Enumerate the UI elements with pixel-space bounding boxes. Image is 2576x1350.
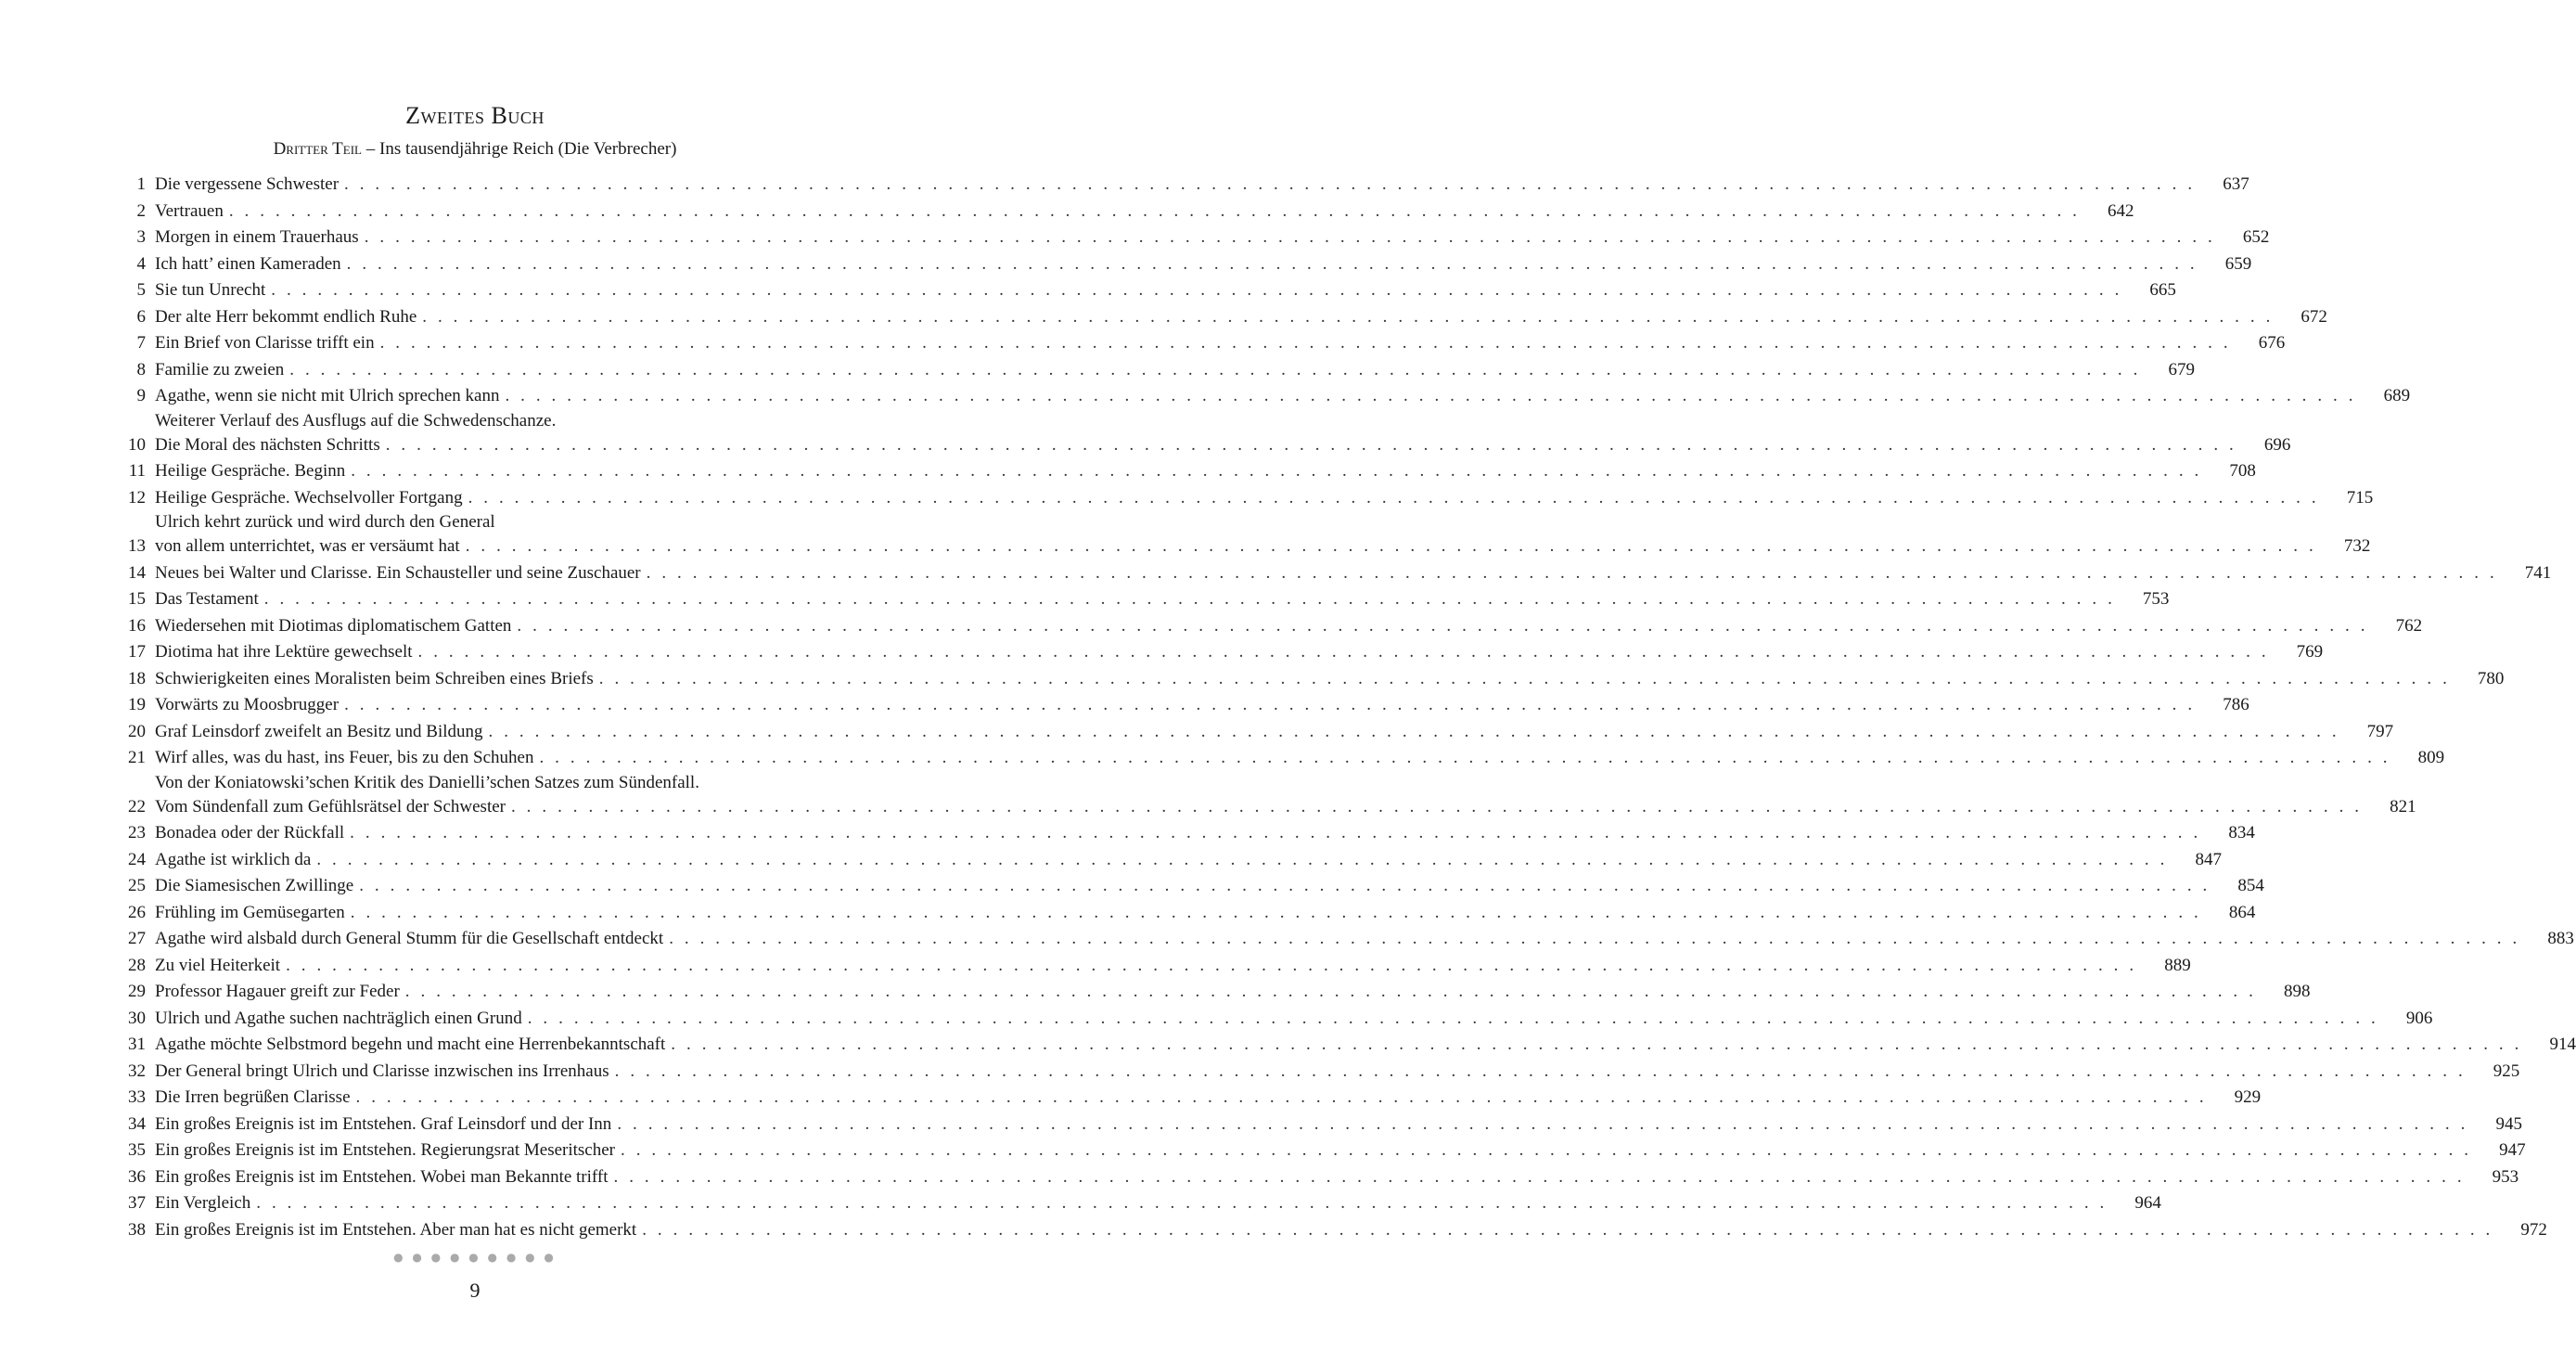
chapter-title: Ein großes Ereignis ist im Entstehen. Wobei man Bekannte trifft [155, 1166, 609, 1187]
chapter-number: 9 [136, 386, 146, 405]
chapter-title: Morgen in einem Trauerhaus [155, 227, 359, 247]
chapter-page: 753 [2142, 589, 2170, 609]
leader-dots: . . . . . . . . . . . . . . . . . . . . . . . . . . . . . . . . . . . . . . . . . . . . . . . . . . . . . . . . . . . . . . . . . . . . . . . . . . . . . . . . . . . . . . . . . . . . . . . . . . . . . . . . . . . . . . . . . . . . . . . . [228, 200, 2081, 221]
toc-entry [113, 560, 2552, 587]
chapter-page: 786 [2223, 695, 2249, 714]
toc-entry [113, 1190, 2161, 1217]
leader-dots: . . . . . . . . . . . . . . . . . . . . . . . . . . . . . . . . . . . . . . . . . . . . . . . . . . . . . . . . . . . . . . . . . . . . . . . . . . . . . . . . . . . . . . . . . . . . . . . . . . . . . . . . . . . . . . . . . . . . . . . . [271, 280, 2122, 300]
chapter-page: 762 [2395, 615, 2423, 636]
chapter-title: Ein Vergleich [155, 1193, 251, 1213]
chapter-number: 6 [136, 306, 146, 327]
toc-entry [113, 1085, 2262, 1112]
chapter-number: 12 [128, 487, 146, 508]
chapter-number: 28 [128, 955, 146, 975]
toc-entry [113, 745, 2445, 772]
chapter-page: 672 [2300, 306, 2327, 327]
toc-entry [113, 277, 2176, 304]
book-title: Zweites Buch [405, 102, 545, 129]
chapter-page: 676 [2258, 333, 2286, 353]
chapter-title: Die Irren begrüßen Clarisse [155, 1087, 351, 1107]
chapter-title: Graf Leinsdorf zweifelt an Besitz und Bildung [155, 721, 483, 741]
chapter-number: 37 [128, 1193, 146, 1213]
leader-dots: . . . . . . . . . . . . . . . . . . . . . . . . . . . . . . . . . . . . . . . . . . . . . . . . . . . . . . . . . . . . . . . . . . . . . . . . . . . . . . . . . . . . . . . . . . . . . . . . . . . . . . . . . . . . . . . . . . . . . . . . [359, 876, 2211, 895]
chapter-title: Agathe, wenn sie nicht mit Ulrich sprechen kann [155, 386, 500, 405]
chapter-number: 14 [128, 562, 146, 583]
chapter-title: Der General bringt Ulrich und Clarisse inzwischen ins Irrenhaus [155, 1061, 609, 1081]
leader-dots: . . . . . . . . . . . . . . . . . . . . . . . . . . . . . . . . . . . . . . . . . . . . . . . . . . . . . . . . . . . . . . . . . . . . . . . . . . . . . . . . . . . . . . . . . . . . . . . . . . . . . . . . . . . . . . . . . . . . . . . . [646, 562, 2498, 583]
leader-dots: . . . . . . . . . . . . . . . . . . . . . . . . . . . . . . . . . . . . . . . . . . . . . . . . . . . . . . . . . . . . . . . . . . . . . . . . . . . . . . . . . . . . . . . . . . . . . . . . . . . . . . . . . . . . . . . . . . . . . . . . [355, 1087, 2208, 1107]
chapter-number: 32 [128, 1061, 146, 1081]
toc-entry [113, 1217, 2547, 1244]
chapter-number: 4 [136, 253, 146, 274]
chapter-title: Von der Koniatowski’schen Kritik des Danielli’schen Satzes zum Sündenfall. [155, 772, 699, 792]
chapter-page: 741 [2524, 562, 2552, 583]
leader-dots: . . . . . . . . . . . . . . . . . . . . . . . . . . . . . . . . . . . . . . . . . . . . . . . . . . . . . . . . . . . . . . . . . . . . . . . . . . . . . . . . . . . . . . . . . . . . . . . . . . . . . . . . . . . . . . . . . . . . . . . . [422, 306, 2274, 327]
chapter-title: Professor Hagauer greift zur Feder [155, 982, 400, 1001]
toc-entry [113, 772, 2416, 821]
chapter-title: Schwierigkeiten eines Moralisten beim Schreiben eines Briefs [155, 668, 594, 688]
toc-entry [113, 613, 2423, 640]
chapter-page: 642 [2108, 200, 2134, 221]
chapter-page: 906 [2405, 1008, 2433, 1028]
chapter-title: Sie tun Unrecht [155, 280, 266, 300]
toc-entry [113, 847, 2222, 874]
chapter-page: 689 [2383, 386, 2411, 405]
leader-dots: . . . . . . . . . . . . . . . . . . . . . . . . . . . . . . . . . . . . . . . . . . . . . . . . . . . . . . . . . . . . . . . . . . . . . . . . . . . . . . . . . . . . . . . . . . . . . . . . . . . . . . . . . . . . . . . . . . . . . . . . [468, 487, 2320, 508]
chapter-title: Ich hatt’ einen Kameraden [155, 253, 341, 274]
chapter-page: 665 [2149, 280, 2176, 300]
leader-dots: . . . . . . . . . . . . . . . . . . . . . . . . . . . . . . . . . . . . . . . . . . . . . . . . . . . . . . . . . . . . . . . . . . . . . . . . . . . . . . . . . . . . . . . . . . . . . . . . . . . . . . . . . . . . . . . . . . . . . . . . [598, 668, 2451, 688]
leader-dots: . . . . . . . . . . . . . . . . . . . . . . . . . . . . . . . . . . . . . . . . . . . . . . . . . . . . . . . . . . . . . . . . . . . . . . . . . . . . . . . . . . . . . . . . . . . . . . . . . . . . . . . . . . . . . . . . . . . . . . . . [350, 902, 2202, 922]
leader-dots: . . . . . . . . . . . . . . . . . . . . . . . . . . . . . . . . . . . . . . . . . . . . . . . . . . . . . . . . . . . . . . . . . . . . . . . . . . . . . . . . . . . . . . . . . . . . . . . . . . . . . . . . . . . . . . . . . . . . . . . . [527, 1008, 2379, 1028]
toc-entry [113, 953, 2191, 980]
leader-dots: . . . . . . . . . . . . . . . . . . . . . . . . . . . . . . . . . . . . . . . . . . . . . . . . . . . . . . . . . . . . . . . . . . . . . . . . . . . . . . . . . . . . . . . . . . . . . . . . . . . . . . . . . . . . . . . . . . . . . . . . [505, 386, 2357, 405]
toc-entry [113, 225, 2270, 251]
chapter-number: 26 [128, 902, 146, 922]
leader-dots: . . . . . . . . . . . . . . . . . . . . . . . . . . . . . . . . . . . . . . . . . . . . . . . . . . . . . . . . . . . . . . . . . . . . . . . . . . . . . . . . . . . . . . . . . . . . . . . . . . . . . . . . . . . . . . . . . . . . . . . . [385, 434, 2237, 455]
leader-dots: . . . . . . . . . . . . . . . . . . . . . . . . . . . . . . . . . . . . . . . . . . . . . . . . . . . . . . . . . . . . . . . . . . . . . . . . . . . . . . . . . . . . . . . . . . . . . . . . . . . . . . . . . . . . . . . . . . . . . . . . [669, 929, 2520, 948]
leader-dots: . . . . . . . . . . . . . . . . . . . . . . . . . . . . . . . . . . . . . . . . . . . . . . . . . . . . . . . . . . . . . . . . . . . . . . . . . . . . . . . . . . . . . . . . . . . . . . . . . . . . . . . . . . . . . . . . . . . . . . . . [510, 796, 2363, 816]
leader-dots: . . . . . . . . . . . . . . . . . . . . . . . . . . . . . . . . . . . . . . . . . . . . . . . . . . . . . . . . . . . . . . . . . . . . . . . . . . . . . . . . . . . . . . . . . . . . . . . . . . . . . . . . . . . . . . . . . . . . . . . . [263, 589, 2116, 609]
chapter-page: 889 [2164, 955, 2191, 975]
chapter-number: 16 [128, 615, 146, 636]
chapter-title: Wirf alles, was du hast, ins Feuer, bis zu den Schuhen [155, 748, 534, 767]
toc-entry [113, 820, 2255, 847]
leader-dots: . . . . . . . . . . . . . . . . . . . . . . . . . . . . . . . . . . . . . . . . . . . . . . . . . . . . . . . . . . . . . . . . . . . . . . . . . . . . . . . . . . . . . . . . . . . . . . . . . . . . . . . . . . . . . . . . . . . . . . . . [344, 695, 2196, 714]
chapter-number: 29 [128, 982, 146, 1001]
page-number: 9 [469, 1279, 481, 1302]
leader-dots: . . . . . . . . . . . . . . . . . . . . . . . . . . . . . . . . . . . . . . . . . . . . . . . . . . . . . . . . . . . . . . . . . . . . . . . . . . . . . . . . . . . . . . . . . . . . . . . . . . . . . . . . . . . . . . . . . . . . . . . . [613, 1166, 2466, 1187]
leader-dots: . . . . . . . . . . . . . . . . . . . . . . . . . . . . . . . . . . . . . . . . . . . . . . . . . . . . . . . . . . . . . . . . . . . . . . . . . . . . . . . . . . . . . . . . . . . . . . . . . . . . . . . . . . . . . . . . . . . . . . . . [286, 955, 2137, 975]
toc-entry [113, 666, 2505, 693]
toc-entry [113, 873, 2264, 900]
chapter-number: 5 [136, 280, 146, 300]
chapter-title: Agathe ist wirklich da [155, 849, 312, 869]
part-title [0, 139, 950, 160]
toc-entry [113, 1032, 2576, 1059]
chapter-page: 864 [2228, 902, 2256, 922]
chapter-number: 25 [128, 876, 146, 895]
leader-dots: . . . . . . . . . . . . . . . . . . . . . . . . . . . . . . . . . . . . . . . . . . . . . . . . . . . . . . . . . . . . . . . . . . . . . . . . . . . . . . . . . . . . . . . . . . . . . . . . . . . . . . . . . . . . . . . . . . . . . . . . [379, 333, 2232, 353]
chapter-number: 30 [128, 1008, 146, 1028]
chapter-page: 652 [2242, 227, 2270, 247]
chapter-page: 659 [2224, 253, 2252, 274]
chapter-number: 38 [128, 1219, 146, 1240]
chapter-page: 964 [2134, 1193, 2161, 1213]
chapter-title: Heilige Gespräche. Beginn [155, 461, 346, 481]
chapter-page: 821 [2390, 796, 2416, 816]
leader-dots: . . . . . . . . . . . . . . . . . . . . . . . . . . . . . . . . . . . . . . . . . . . . . . . . . . . . . . . . . . . . . . . . . . . . . . . . . . . . . . . . . . . . . . . . . . . . . . . . . . . . . . . . . . . . . . . . . . . . . . . . [344, 174, 2196, 194]
toc-entry [113, 458, 2256, 485]
chapter-title: Vertrauen [155, 200, 224, 221]
toc-entry [113, 410, 2291, 459]
chapter-page: 854 [2237, 876, 2264, 895]
chapter-page: 809 [2417, 748, 2445, 767]
chapter-page: 914 [2549, 1035, 2576, 1054]
chapter-number: 7 [136, 333, 146, 353]
chapter-title: Bonadea oder der Rückfall [155, 823, 345, 842]
leader-dots: . . . . . . . . . . . . . . . . . . . . . . . . . . . . . . . . . . . . . . . . . . . . . . . . . . . . . . . . . . . . . . . . . . . . . . . . . . . . . . . . . . . . . . . . . . . . . . . . . . . . . . . . . . . . . . . . . . . . . . . . [642, 1219, 2493, 1240]
chapter-page: 637 [2223, 174, 2249, 194]
chapter-page: 715 [2346, 487, 2374, 508]
chapter-title: Vorwärts zu Moosbrugger [155, 695, 340, 714]
chapter-page: 679 [2168, 359, 2195, 379]
chapter-page: 732 [2343, 536, 2371, 556]
chapter-title: Die vergessene Schwester [155, 174, 340, 194]
leader-dots: . . . . . . . . . . . . . . . . . . . . . . . . . . . . . . . . . . . . . . . . . . . . . . . . . . . . . . . . . . . . . . . . . . . . . . . . . . . . . . . . . . . . . . . . . . . . . . . . . . . . . . . . . . . . . . . . . . . . . . . . [316, 849, 2168, 869]
chapter-title: Die Moral des nächsten Schritts [155, 434, 380, 455]
leader-dots: . . . . . . . . . . . . . . . . . . . . . . . . . . . . . . . . . . . . . . . . . . . . . . . . . . . . . . . . . . . . . . . . . . . . . . . . . . . . . . . . . . . . . . . . . . . . . . . . . . . . . . . . . . . . . . . . . . . . . . . . [404, 982, 2257, 1001]
chapter-number: 11 [128, 461, 146, 481]
chapter-title: Das Testament [155, 589, 259, 609]
chapter-title: Vom Sündenfall zum Gefühlsrätsel der Schwester [155, 796, 506, 816]
chapter-number: 20 [128, 721, 146, 741]
chapter-title: Diotima hat ihre Lektüre gewechselt [155, 642, 413, 662]
chapter-page: 925 [2493, 1061, 2520, 1081]
chapter-page: 797 [2366, 721, 2394, 741]
chapter-page: 945 [2495, 1113, 2522, 1134]
toc-entry [113, 1059, 2520, 1086]
chapter-number: 17 [128, 642, 146, 662]
chapter-number: 36 [128, 1166, 146, 1187]
toc-entry [113, 1112, 2522, 1138]
chapter-title: Ein großes Ereignis ist im Entstehen. Regierungsrat Meseritscher [155, 1140, 615, 1160]
toc-entry [113, 900, 2256, 927]
chapter-title: Neues bei Walter und Clarisse. Ein Schausteller und seine Zuschauer [155, 562, 641, 583]
chapter-number: 23 [128, 823, 146, 842]
leader-dots: . . . . . . . . . . . . . . . . . . . . . . . . . . . . . . . . . . . . . . . . . . . . . . . . . . . . . . . . . . . . . . . . . . . . . . . . . . . . . . . . . . . . . . . . . . . . . . . . . . . . . . . . . . . . . . . . . . . . . . . . [289, 359, 2141, 379]
chapter-page: 898 [2283, 982, 2311, 1001]
chapter-page: 929 [2234, 1087, 2262, 1107]
chapter-page: 883 [2547, 929, 2574, 948]
toc-entry [113, 251, 2252, 278]
toc-entry [113, 586, 2170, 613]
chapter-number: 10 [128, 434, 146, 455]
toc-entry [113, 199, 2134, 225]
ornament-dots: ● ● ● ● ● ● ● ● ● [393, 1251, 557, 1264]
leader-dots: . . . . . . . . . . . . . . . . . . . . . . . . . . . . . . . . . . . . . . . . . . . . . . . . . . . . . . . . . . . . . . . . . . . . . . . . . . . . . . . . . . . . . . . . . . . . . . . . . . . . . . . . . . . . . . . . . . . . . . . . [539, 748, 2391, 767]
leader-dots: . . . . . . . . . . . . . . . . . . . . . . . . . . . . . . . . . . . . . . . . . . . . . . . . . . . . . . . . . . . . . . . . . . . . . . . . . . . . . . . . . . . . . . . . . . . . . . . . . . . . . . . . . . . . . . . . . . . . . . . . [517, 615, 2369, 636]
leader-dots: . . . . . . . . . . . . . . . . . . . . . . . . . . . . . . . . . . . . . . . . . . . . . . . . . . . . . . . . . . . . . . . . . . . . . . . . . . . . . . . . . . . . . . . . . . . . . . . . . . . . . . . . . . . . . . . . . . . . . . . . [256, 1193, 2108, 1213]
chapter-page: 696 [2263, 434, 2291, 455]
toc-entry [113, 357, 2195, 384]
chapter-page: 834 [2228, 823, 2255, 842]
leader-dots: . . . . . . . . . . . . . . . . . . . . . . . . . . . . . . . . . . . . . . . . . . . . . . . . . . . . . . . . . . . . . . . . . . . . . . . . . . . . . . . . . . . . . . . . . . . . . . . . . . . . . . . . . . . . . . . . . . . . . . . . [346, 253, 2198, 274]
part-label: Dritter Teil [273, 139, 363, 159]
chapter-title: Ulrich kehrt zurück und wird durch den General [155, 512, 495, 532]
chapter-number: 18 [128, 668, 146, 688]
chapter-number: 15 [128, 589, 146, 609]
chapter-title: Der alte Herr bekommt endlich Ruhe [155, 306, 417, 327]
toc-entry [113, 172, 2249, 199]
chapter-title: Die Siamesischen Zwillinge [155, 876, 354, 895]
chapter-page: 972 [2520, 1219, 2547, 1240]
chapter-title: Agathe möchte Selbstmord begehn und macht eine Herrenbekanntschaft [155, 1035, 666, 1054]
chapter-number: 24 [128, 849, 146, 869]
chapter-number: 35 [128, 1140, 146, 1160]
chapter-page: 769 [2296, 642, 2324, 662]
leader-dots: . . . . . . . . . . . . . . . . . . . . . . . . . . . . . . . . . . . . . . . . . . . . . . . . . . . . . . . . . . . . . . . . . . . . . . . . . . . . . . . . . . . . . . . . . . . . . . . . . . . . . . . . . . . . . . . . . . . . . . . . [465, 536, 2317, 556]
chapter-title: Zu viel Heiterkeit [155, 955, 281, 975]
chapter-page: 953 [2492, 1166, 2519, 1187]
leader-dots: . . . . . . . . . . . . . . . . . . . . . . . . . . . . . . . . . . . . . . . . . . . . . . . . . . . . . . . . . . . . . . . . . . . . . . . . . . . . . . . . . . . . . . . . . . . . . . . . . . . . . . . . . . . . . . . . . . . . . . . . [614, 1061, 2467, 1081]
chapter-title: Agathe wird alsbald durch General Stumm für die Gesellschaft entdeckt [155, 929, 664, 948]
toc-entry [113, 639, 2324, 666]
chapter-number: 2 [136, 200, 146, 221]
leader-dots: . . . . . . . . . . . . . . . . . . . . . . . . . . . . . . . . . . . . . . . . . . . . . . . . . . . . . . . . . . . . . . . . . . . . . . . . . . . . . . . . . . . . . . . . . . . . . . . . . . . . . . . . . . . . . . . . . . . . . . . . [671, 1035, 2522, 1054]
chapter-number: 8 [136, 359, 146, 379]
toc-entry [113, 1164, 2519, 1191]
toc-entry [113, 1138, 2526, 1164]
toc-entry [113, 511, 2371, 560]
part-subtitle: – Ins tausendjährige Reich (Die Verbrecher) [362, 139, 677, 159]
chapter-number: 19 [128, 695, 146, 714]
chapter-number: 13 [128, 536, 146, 556]
chapter-number: 22 [128, 796, 146, 816]
chapter-number: 33 [128, 1087, 146, 1107]
chapter-number: 27 [128, 929, 146, 948]
chapter-title: Ein großes Ereignis ist im Entstehen. Graf Leinsdorf und der Inn [155, 1113, 612, 1134]
toc-entry [113, 330, 2286, 357]
leader-dots: . . . . . . . . . . . . . . . . . . . . . . . . . . . . . . . . . . . . . . . . . . . . . . . . . . . . . . . . . . . . . . . . . . . . . . . . . . . . . . . . . . . . . . . . . . . . . . . . . . . . . . . . . . . . . . . . . . . . . . . . [488, 721, 2340, 741]
leader-dots: . . . . . . . . . . . . . . . . . . . . . . . . . . . . . . . . . . . . . . . . . . . . . . . . . . . . . . . . . . . . . . . . . . . . . . . . . . . . . . . . . . . . . . . . . . . . . . . . . . . . . . . . . . . . . . . . . . . . . . . . [621, 1140, 2472, 1160]
leader-dots: . . . . . . . . . . . . . . . . . . . . . . . . . . . . . . . . . . . . . . . . . . . . . . . . . . . . . . . . . . . . . . . . . . . . . . . . . . . . . . . . . . . . . . . . . . . . . . . . . . . . . . . . . . . . . . . . . . . . . . . . [351, 461, 2202, 481]
chapter-number: 1 [136, 174, 146, 194]
toc-entry [113, 692, 2249, 719]
chapter-title: von allem unterrichtet, was er versäumt hat [155, 536, 460, 556]
chapter-number: 21 [128, 748, 146, 767]
leader-dots: . . . . . . . . . . . . . . . . . . . . . . . . . . . . . . . . . . . . . . . . . . . . . . . . . . . . . . . . . . . . . . . . . . . . . . . . . . . . . . . . . . . . . . . . . . . . . . . . . . . . . . . . . . . . . . . . . . . . . . . . [617, 1113, 2468, 1134]
chapter-page: 847 [2195, 849, 2222, 869]
chapter-page: 947 [2499, 1140, 2526, 1160]
chapter-number: 34 [128, 1113, 146, 1134]
chapter-title: Ein großes Ereignis ist im Entstehen. Aber man hat es nicht gemerkt [155, 1219, 637, 1240]
leader-dots: . . . . . . . . . . . . . . . . . . . . . . . . . . . . . . . . . . . . . . . . . . . . . . . . . . . . . . . . . . . . . . . . . . . . . . . . . . . . . . . . . . . . . . . . . . . . . . . . . . . . . . . . . . . . . . . . . . . . . . . . [364, 227, 2216, 247]
chapter-title: Wiedersehen mit Diotimas diplomatischem Gatten [155, 615, 512, 636]
chapter-title: Ulrich und Agathe suchen nachträglich einen Grund [155, 1008, 522, 1028]
table-of-contents [113, 172, 2576, 1243]
chapter-page: 780 [2477, 668, 2505, 688]
chapter-title: Frühling im Gemüsegarten [155, 902, 345, 922]
chapter-number: 31 [128, 1035, 146, 1054]
toc-entry [113, 1006, 2433, 1033]
chapter-title: Familie zu zweien [155, 359, 285, 379]
toc-entry [113, 485, 2374, 512]
chapter-number: 3 [136, 227, 146, 247]
chapter-title: Weiterer Verlauf des Ausflugs auf die Schwedenschanze. [155, 410, 557, 431]
chapter-page: 708 [2229, 461, 2256, 481]
toc-entry [113, 979, 2311, 1006]
leader-dots: . . . . . . . . . . . . . . . . . . . . . . . . . . . . . . . . . . . . . . . . . . . . . . . . . . . . . . . . . . . . . . . . . . . . . . . . . . . . . . . . . . . . . . . . . . . . . . . . . . . . . . . . . . . . . . . . . . . . . . . . [350, 823, 2201, 842]
chapter-title: Heilige Gespräche. Wechselvoller Fortgang [155, 487, 463, 508]
chapter-title: Ein Brief von Clarisse trifft ein [155, 333, 375, 353]
leader-dots: . . . . . . . . . . . . . . . . . . . . . . . . . . . . . . . . . . . . . . . . . . . . . . . . . . . . . . . . . . . . . . . . . . . . . . . . . . . . . . . . . . . . . . . . . . . . . . . . . . . . . . . . . . . . . . . . . . . . . . . . [417, 642, 2270, 662]
toc-entry [113, 304, 2327, 331]
toc-entry [113, 383, 2411, 410]
toc-entry [113, 719, 2394, 746]
toc-entry [113, 926, 2574, 953]
